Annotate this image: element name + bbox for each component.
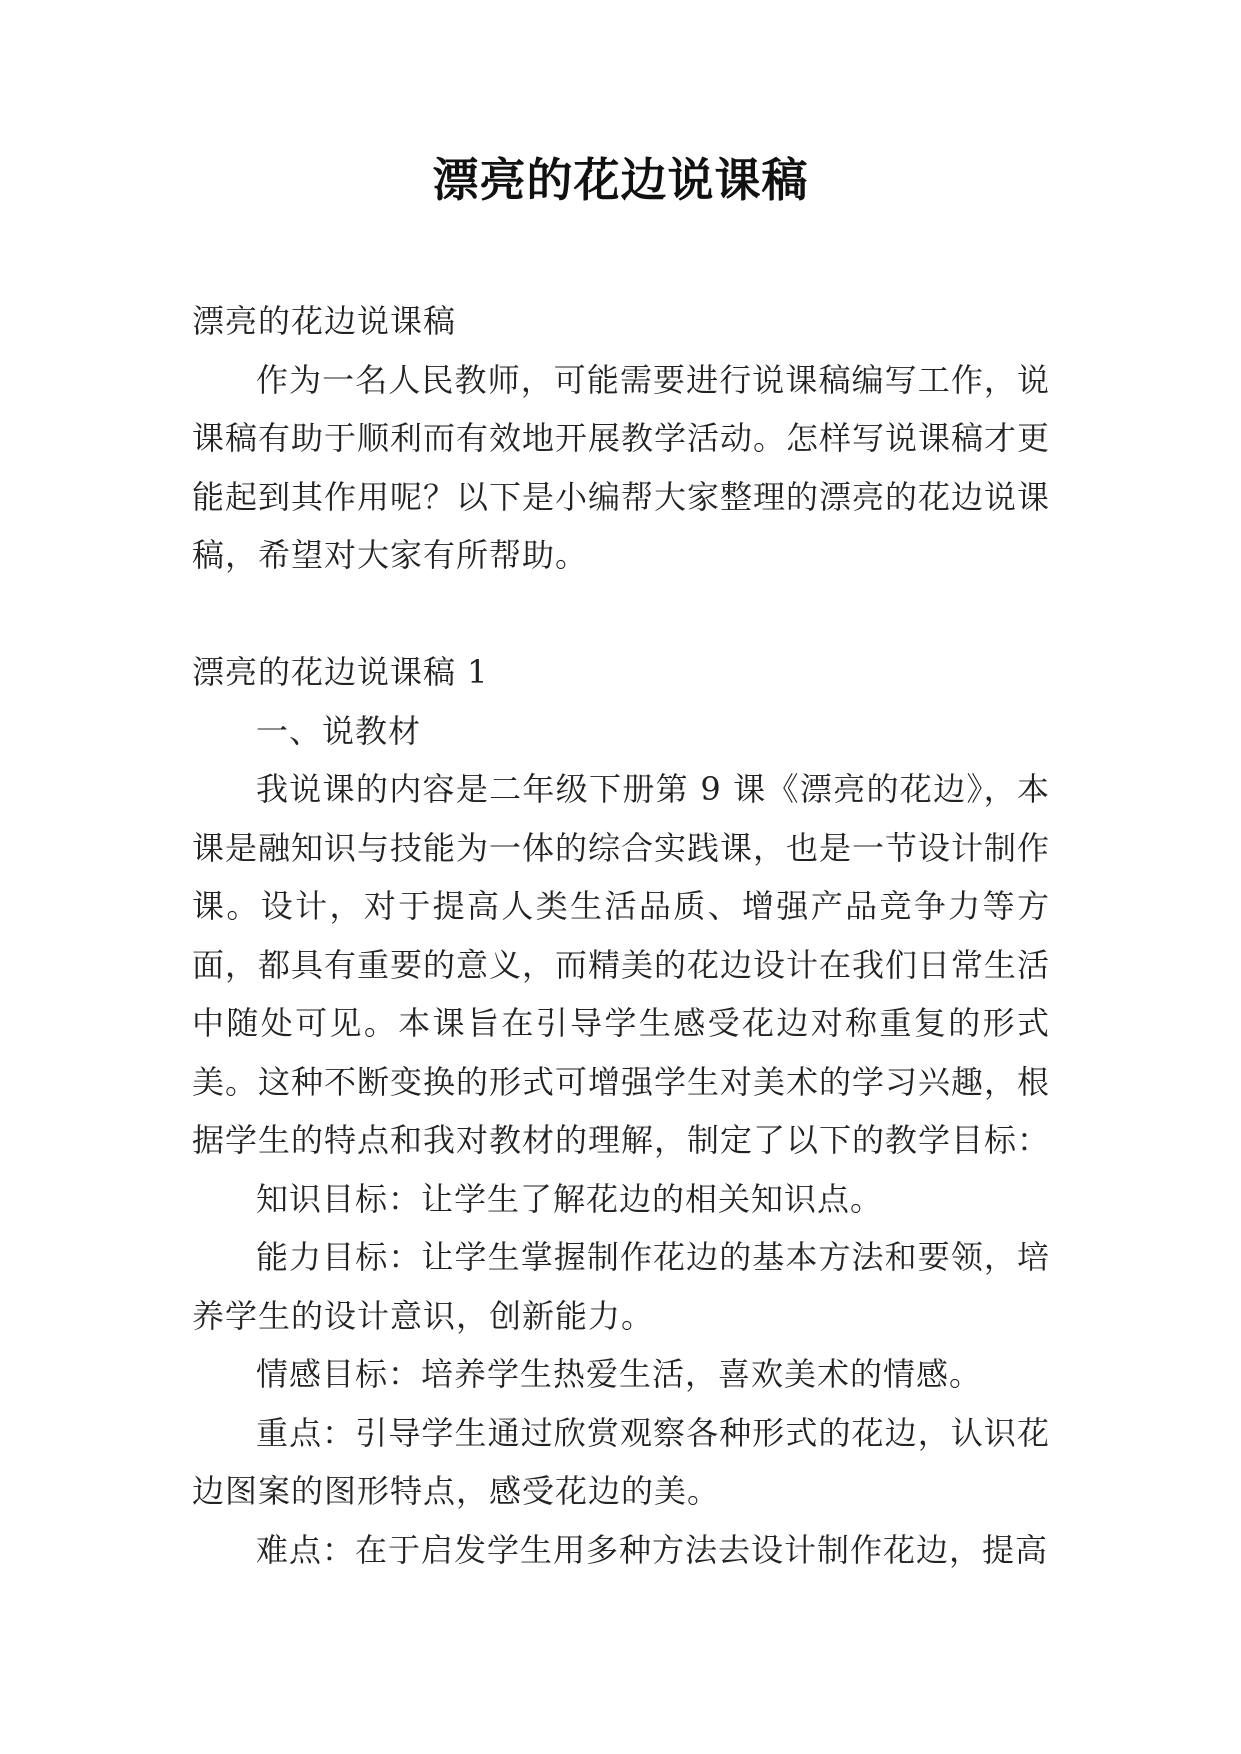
paragraph-lesson-content: 我说课的内容是二年级下册第 9 课《漂亮的花边》，本课是融知识与技能为一体的综合实践课，也是一节设计制作课。设计，对于提高人类生活品质、增强产品竞争力等方面，都具有重要的意义，而精美的花边设计在我们日常生活中随处可见。本课旨在引导学生感受花边对称重复的形式美。这种不断变换的形式可增强学生对美术的学习兴趣，根据学生的特点和我对教材的理解，制定了以下的教学目标： [192, 770, 1051, 1159]
document-title: 漂亮的花边说课稿 [432, 153, 809, 207]
paragraph-key-point: 重点：引导学生通过欣赏观察各种形式的花边，认识花边图案的图形特点，感受花边的美。 [192, 1413, 1050, 1510]
intro-heading: 漂亮的花边说课稿 [192, 302, 457, 340]
document-body [192, 292, 1050, 1579]
paragraph-emotion-goal: 情感目标：培养学生热爱生活，喜欢美术的情感。 [256, 1355, 983, 1393]
paragraph-difficulty: 难点：在于启发学生用多种方法去设计制作花边，提高 [256, 1530, 1049, 1569]
subheading-teaching-material: 一、说教材 [256, 711, 422, 750]
paragraph-knowledge-goal: 知识目标：让学生了解花边的相关知识点。 [256, 1179, 884, 1218]
section-spacer [192, 585, 1050, 644]
section-heading: 漂亮的花边说课稿 1 [192, 653, 489, 691]
intro-paragraph: 作为一名人民教师，可能需要进行说课稿编写工作，说课稿有助于顺利而有效地开展教学活动。怎样写说课稿才更能起到其作用呢？以下是小编帮大家整理的漂亮的花边说课稿，希望对大家有所帮助。 [192, 360, 1051, 574]
paragraph-ability-goal: 能力目标：让学生掌握制作花边的基本方法和要领，培养学生的设计意识，创新能力。 [192, 1238, 1050, 1335]
